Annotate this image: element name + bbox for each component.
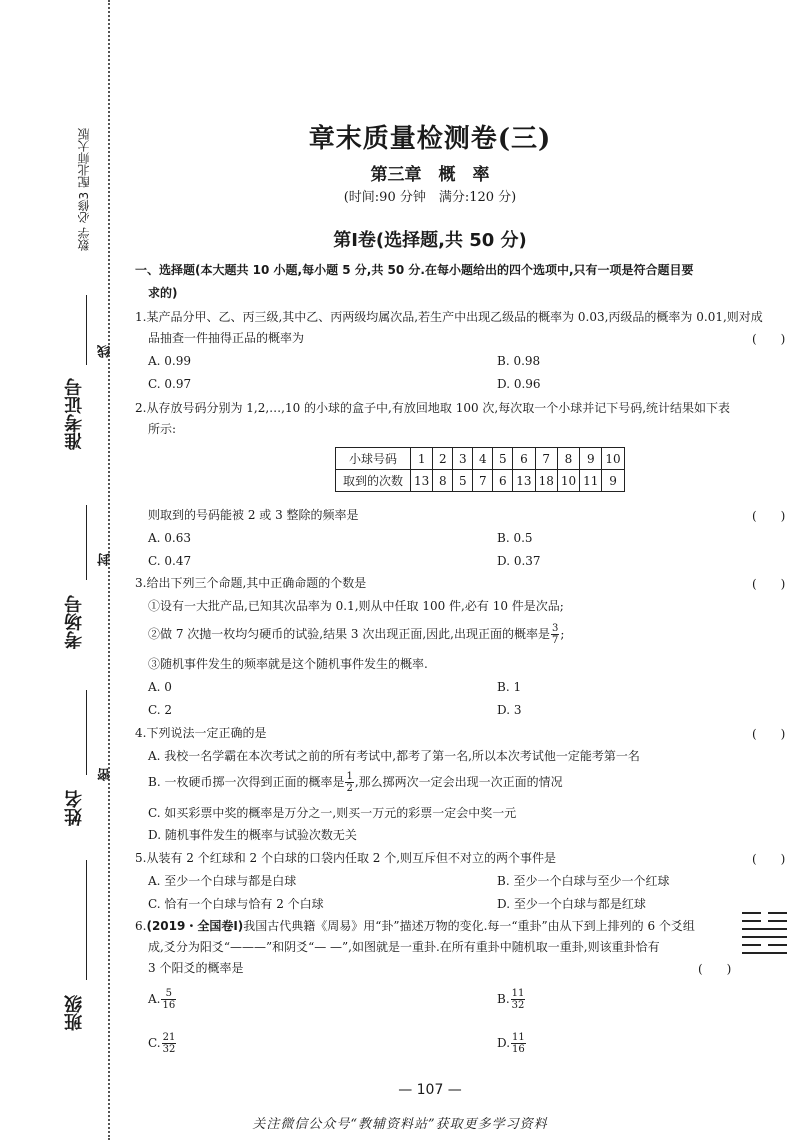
table-cell: 6 xyxy=(513,448,535,470)
field-label-exam-id: 准考证号 xyxy=(64,378,85,450)
q4-option-b-end: ,那么掷两次一定会出现一次正面的情况 xyxy=(354,775,563,789)
q3-statement-2 xyxy=(148,622,564,646)
fraction-denominator: 32 xyxy=(511,1000,525,1011)
q2-option-b: B. 0.5 xyxy=(497,531,533,545)
table-cell: 5 xyxy=(453,470,473,492)
q4-option-b xyxy=(148,770,563,794)
q6-answer-blank[interactable]: ( ) xyxy=(698,962,732,976)
q4-option-d: D. 随机事件发生的概率与试验次数无关 xyxy=(148,828,357,842)
q5-answer-blank[interactable]: ( ) xyxy=(752,852,786,866)
yin-line-left xyxy=(742,944,761,946)
edition-label: 数学 必修3 配北师大版 xyxy=(77,128,91,252)
section-instruction-cont: 求的) xyxy=(148,286,178,300)
q2-option-c: C. 0.47 xyxy=(148,554,192,568)
q3-option-b: B. 1 xyxy=(497,680,522,694)
section-title: 第Ⅰ卷(选择题,共 50 分) xyxy=(333,230,527,251)
q6-source: (2019・全国卷Ⅰ) xyxy=(146,919,244,933)
q6-number: 6. xyxy=(135,919,147,933)
fraction xyxy=(511,1032,526,1055)
fraction-numerator: 11 xyxy=(512,1032,525,1043)
q6-stem-cont-2: 3 个阳爻的概率是 xyxy=(148,961,244,975)
q3-statement-1: ①设有一大批产品,已知其次品率为 0.1,则从中任取 100 件,必有 10 件是次品; xyxy=(148,599,564,613)
field-line-room xyxy=(86,505,87,580)
field-line-name xyxy=(86,690,87,775)
yang-line xyxy=(742,928,787,930)
q1-answer-blank[interactable]: ( ) xyxy=(752,332,786,346)
q6-option-b-label: B. xyxy=(497,992,510,1006)
fraction xyxy=(551,623,559,646)
fraction-numerator: 3 xyxy=(551,623,559,634)
chapter-title: 第三章 概 率 xyxy=(370,165,490,185)
fraction-denominator: 16 xyxy=(512,1044,525,1055)
q5-option-d: D. 至少一个白球与都是红球 xyxy=(497,897,646,911)
yin-line-right xyxy=(768,920,787,922)
page-number: — 107 — xyxy=(398,1082,462,1098)
fraction-numerator: 11 xyxy=(511,988,525,999)
q6-option-d-label: D. xyxy=(497,1036,511,1050)
q4-option-a: A. 我校一名学霸在本次考试之前的所有考试中,都考了第一名,所以本次考试他一定能考第一名 xyxy=(148,749,640,763)
fraction-numerator: 21 xyxy=(162,1032,176,1043)
q2-frequency-table xyxy=(335,447,625,492)
fraction-numerator: 5 xyxy=(161,988,176,1000)
paper-title: 章末质量检测卷(三) xyxy=(308,124,552,154)
q6-option-d xyxy=(497,1030,527,1056)
table-cell: 8 xyxy=(557,448,579,470)
field-label-room: 考场号 xyxy=(64,595,85,649)
q3-statement-3: ③随机事件发生的频率就是这个随机事件发生的概率. xyxy=(148,657,428,671)
q2-question: 则取到的号码能被 2 或 3 整除的频率是 xyxy=(148,508,359,522)
q4-option-b-text: B. 一枚硬币掷一次得到正面的概率是 xyxy=(148,775,345,789)
table-cell: 9 xyxy=(602,470,624,492)
table-cell: 5 xyxy=(493,448,513,470)
table-cell: 7 xyxy=(535,448,557,470)
seal-mark-line: 线 xyxy=(98,345,113,358)
fraction-denominator: 7 xyxy=(551,635,559,646)
q2-option-d: D. 0.37 xyxy=(497,554,541,568)
yin-line-right xyxy=(768,944,787,946)
seal-mark-seal: 封 xyxy=(98,553,113,566)
q3-statement-2-end: ; xyxy=(560,627,565,641)
section-instruction: 一、选择题(本大题共 10 小题,每小题 5 分,共 50 分.在每小题给出的四个选项中,只有一项是符合题目要 xyxy=(135,263,694,277)
q6-option-c-label: C. xyxy=(148,1036,161,1050)
table-cell: 10 xyxy=(602,448,624,470)
q1-option-a: A. 0.99 xyxy=(148,354,192,368)
table-cell: 6 xyxy=(493,470,513,492)
q6-stem-text: 我国古代典籍《周易》用“卦”描述万物的变化.每一“重卦”由从下到上排列的 6 个爻组 xyxy=(243,919,695,933)
yin-line-left xyxy=(742,920,761,922)
table-header-number: 小球号码 xyxy=(336,448,411,470)
table-cell: 13 xyxy=(513,470,535,492)
q3-option-d: D. 3 xyxy=(497,703,522,717)
q1-stem: 1.某产品分甲、乙、丙三级,其中乙、丙两级均属次品,若生产中出现乙级品的概率为 0.03,丙级品的概率为 0.01,则对成 xyxy=(135,310,763,324)
table-cell: 10 xyxy=(557,470,579,492)
seal-mark-secret: 密 xyxy=(98,768,113,781)
q1-option-d: D. 0.96 xyxy=(497,377,541,391)
q2-answer-blank[interactable]: ( ) xyxy=(752,509,786,523)
q3-statement-2-text: ②做 7 次抛一枚均匀硬币的试验,结果 3 次出现正面,因此,出现正面的概率是 xyxy=(148,627,550,641)
q5-stem: 5.从装有 2 个红球和 2 个白球的口袋内任取 2 个,则互斥但不对立的两个事件是 xyxy=(135,851,557,865)
q6-option-a xyxy=(148,986,177,1012)
table-cell: 13 xyxy=(411,470,433,492)
fraction-denominator: 2 xyxy=(346,783,353,794)
field-label-class: 班级 xyxy=(64,995,85,1031)
q3-option-c: C. 2 xyxy=(148,703,173,717)
footer-promo-text: 关注微信公众号“教辅资料站”获取更多学习资料 xyxy=(252,1117,548,1132)
q6-option-a-label: A. xyxy=(148,992,161,1006)
q4-answer-blank[interactable]: ( ) xyxy=(752,727,786,741)
q6-stem-cont: 成,爻分为阳爻“———”和阴爻“— —”,如图就是一重卦.在所有重卦中随机取一重卦,则该重卦恰有 xyxy=(148,940,660,954)
q2-option-a: A. 0.63 xyxy=(148,531,192,545)
yin-line-right xyxy=(768,912,787,914)
yang-line xyxy=(742,936,787,938)
table-cell: 9 xyxy=(580,448,602,470)
q1-stem-cont: 品抽查一件抽得正品的概率为 xyxy=(148,331,305,345)
field-label-name: 姓名 xyxy=(64,790,85,826)
q5-option-a: A. 至少一个白球与都是白球 xyxy=(148,874,297,888)
table-cell: 1 xyxy=(411,448,433,470)
fraction xyxy=(162,1032,177,1055)
q1-option-c: C. 0.97 xyxy=(148,377,192,391)
q4-option-c: C. 如买彩票中奖的概率是万分之一,则买一万元的彩票一定会中奖一元 xyxy=(148,806,517,820)
field-line-exam-id xyxy=(86,295,87,365)
table-cell: 4 xyxy=(473,448,493,470)
fraction-denominator: 32 xyxy=(162,1044,176,1055)
yang-line xyxy=(742,952,787,954)
q2-stem-cont: 所示: xyxy=(148,422,177,436)
q5-option-b: B. 至少一个白球与至少一个红球 xyxy=(497,874,670,888)
table-cell: 3 xyxy=(453,448,473,470)
q3-option-a: A. 0 xyxy=(148,680,172,694)
q2-stem: 2.从存放号码分别为 1,2,…,10 的小球的盒子中,有放回地取 100 次,每次取一个小球并记下号码,统计结果如下表 xyxy=(135,401,731,415)
q3-stem: 3.给出下列三个命题,其中正确命题的个数是 xyxy=(135,576,367,590)
fraction-denominator: 16 xyxy=(162,1000,176,1011)
table-cell: 8 xyxy=(433,470,453,492)
time-info: (时间:90 分钟 满分:120 分) xyxy=(343,190,517,205)
table-row xyxy=(336,470,625,492)
q5-option-c: C. 恰有一个白球与恰有 2 个白球 xyxy=(148,897,324,911)
q6-option-b xyxy=(497,986,526,1012)
fraction-numerator: 1 xyxy=(346,771,353,782)
table-cell: 11 xyxy=(580,470,602,492)
q6-stem xyxy=(135,918,695,934)
field-line-class xyxy=(86,860,87,980)
fraction xyxy=(345,771,353,794)
q1-option-b: B. 0.98 xyxy=(497,354,541,368)
table-cell: 7 xyxy=(473,470,493,492)
table-cell: 2 xyxy=(433,448,453,470)
table-header-count: 取到的次数 xyxy=(336,470,411,492)
q3-answer-blank[interactable]: ( ) xyxy=(752,577,786,591)
table-row xyxy=(336,448,625,470)
q4-stem: 4.下列说法一定正确的是 xyxy=(135,726,267,740)
table-cell: 18 xyxy=(535,470,557,492)
fraction xyxy=(511,988,526,1011)
fraction xyxy=(161,988,176,1011)
yin-line-left xyxy=(742,912,761,914)
q6-option-c xyxy=(148,1030,177,1056)
